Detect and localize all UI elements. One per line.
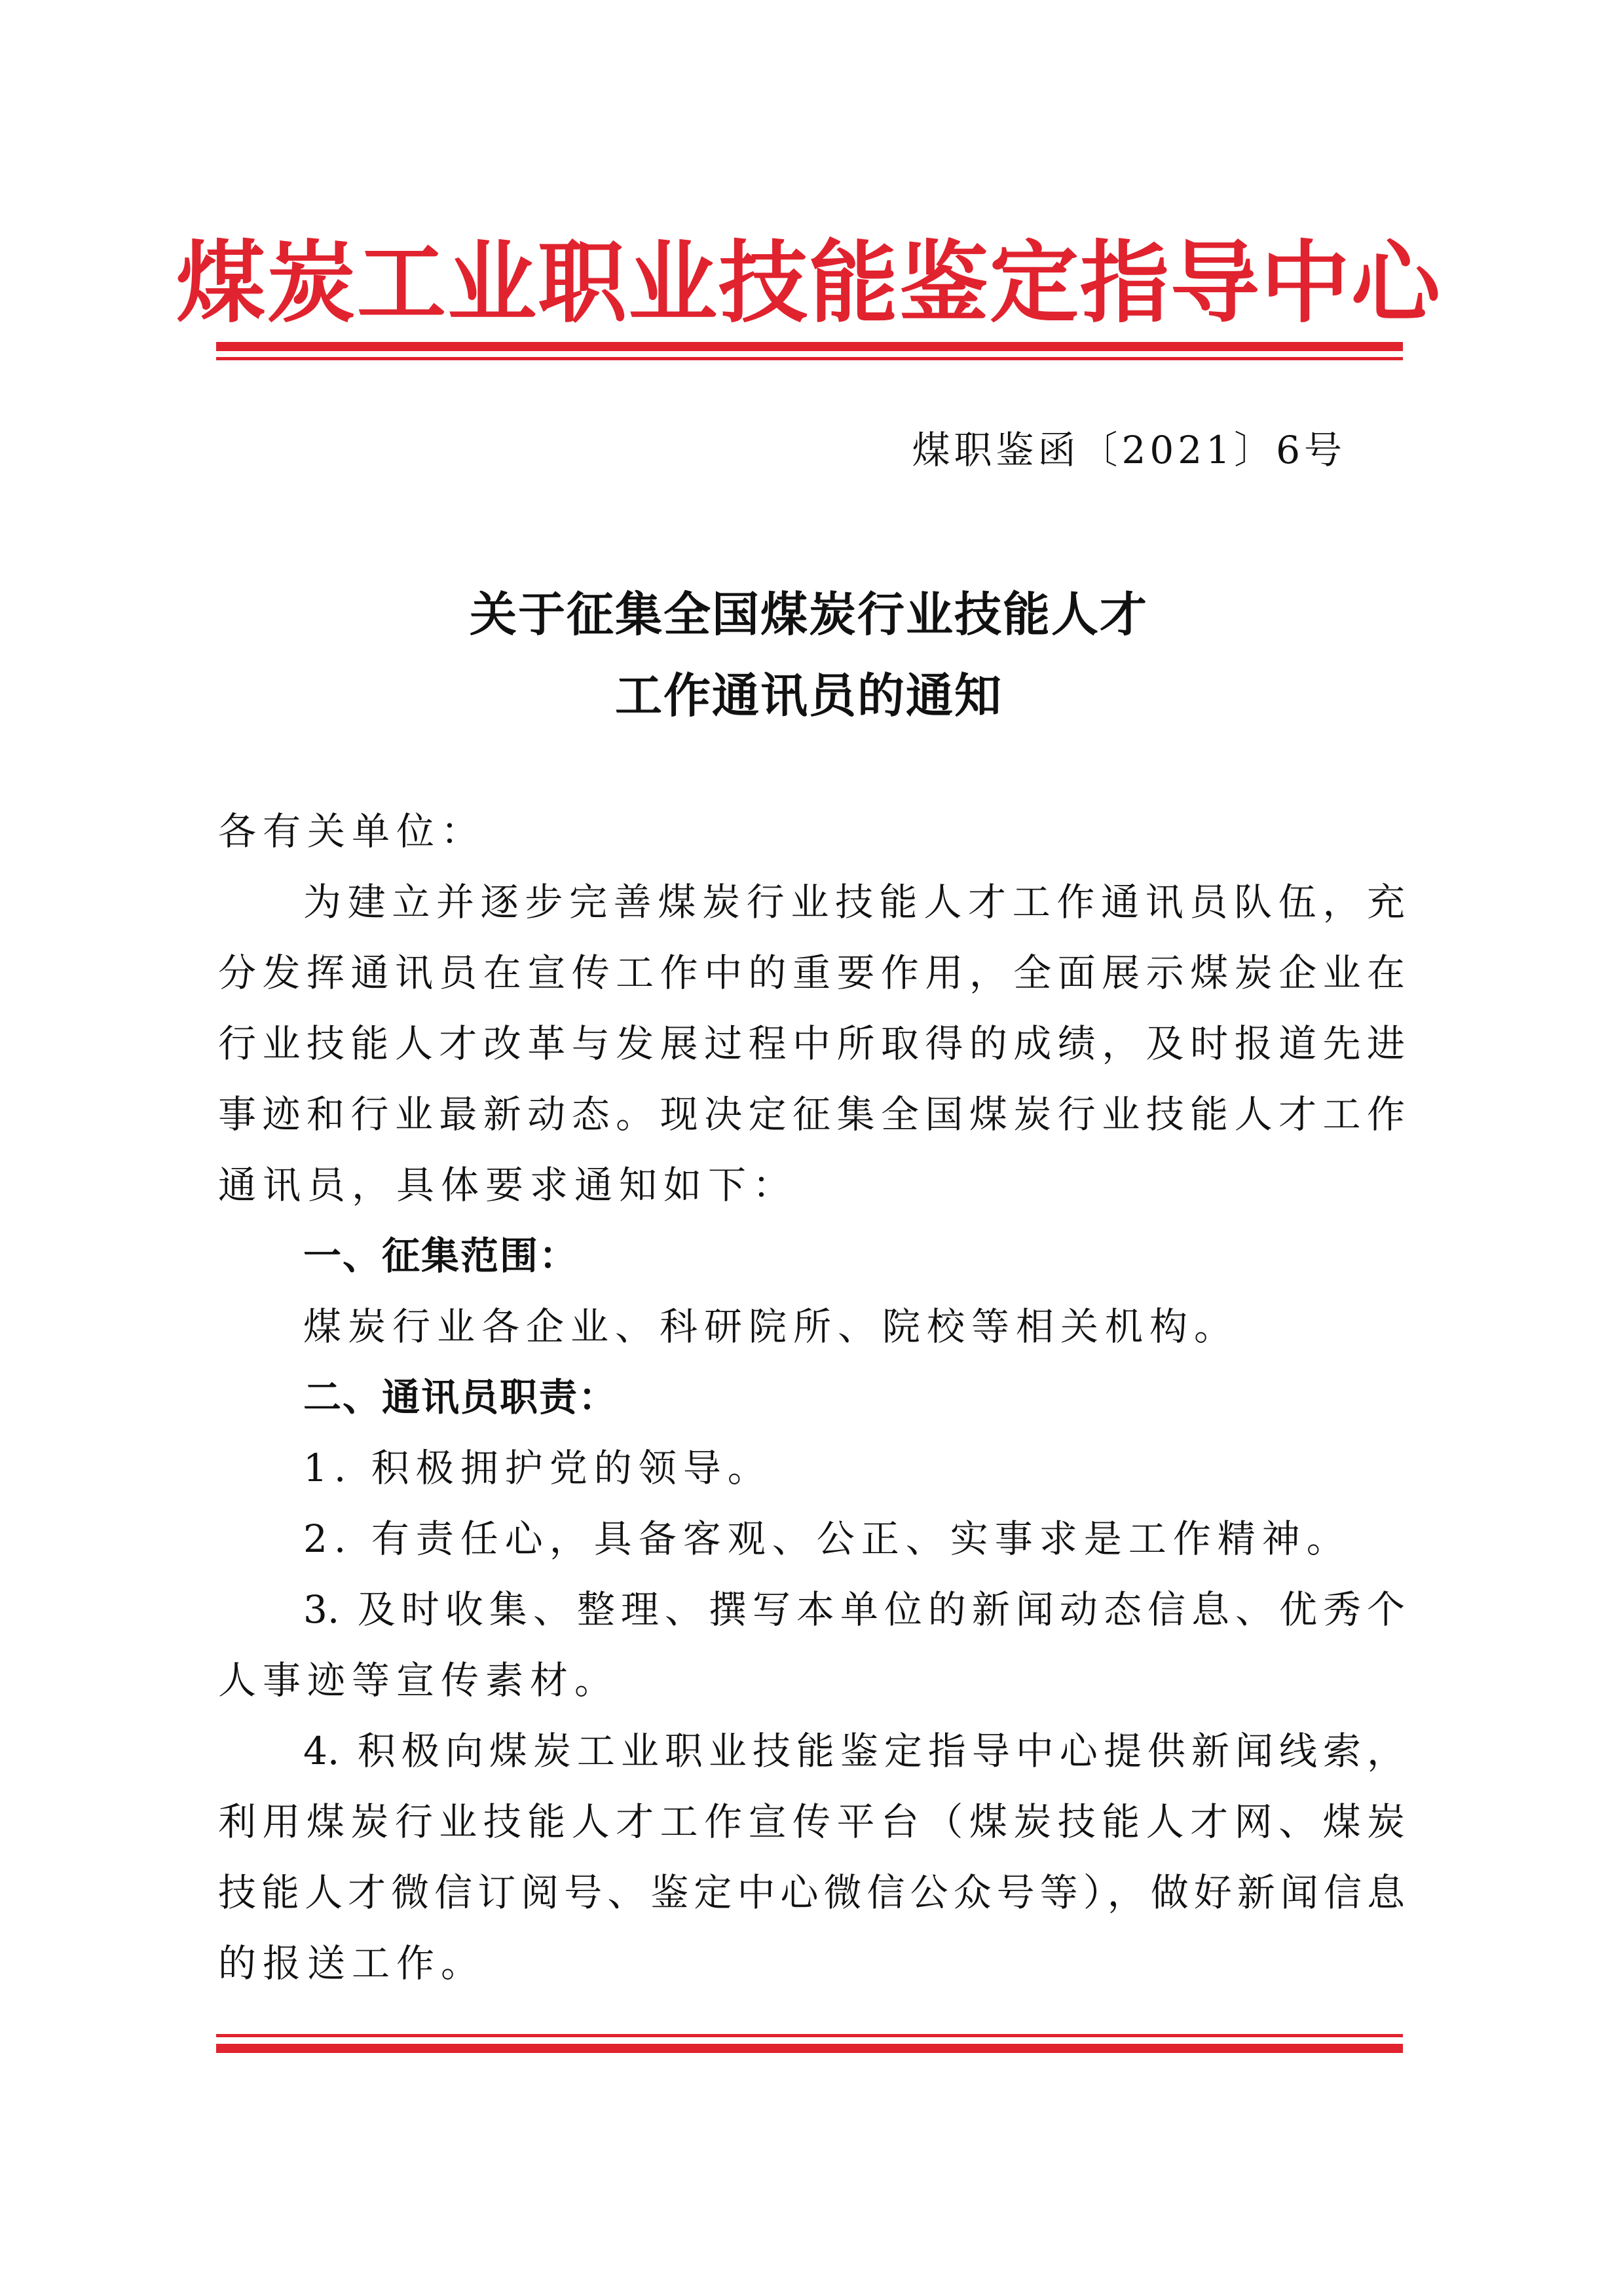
- header-rule-thick: [216, 342, 1403, 351]
- section-1-text: 煤炭行业各企业、科研院所、院校等相关机构。: [303, 1304, 1239, 1349]
- salutation: 各有关单位：: [218, 809, 486, 854]
- intro-line: 事迹和行业最新动态。现决定征集全国煤炭行业技能人才工作: [218, 1092, 1405, 1137]
- intro-line: 通讯员，具体要求通知如下：: [218, 1163, 798, 1207]
- footer-rule-thin: [216, 2034, 1403, 2037]
- section-1-heading: 一、征集范围：: [303, 1233, 579, 1278]
- section-2-heading: 二、通讯员职责：: [303, 1375, 618, 1420]
- title-line-1: 关于征集全国煤炭行业技能人才: [469, 587, 1148, 642]
- duty-item-3-line: 人事迹等宣传素材。: [218, 1658, 620, 1703]
- duty-item-4-line: 4. 积极向煤炭工业职业技能鉴定指导中心提供新闻线索，: [303, 1729, 1405, 1773]
- duty-item-3-line: 3. 及时收集、整理、撰写本单位的新闻动态信息、优秀个: [303, 1587, 1405, 1632]
- footer-rule-thick: [216, 2044, 1403, 2053]
- duty-item-4-line: 的报送工作。: [218, 1941, 486, 1985]
- org-masthead: 煤炭工业职业技能鉴定指导中心: [176, 232, 1442, 335]
- duty-item-2: 2. 有责任心，具备客观、公正、实事求是工作精神。: [303, 1516, 1351, 1561]
- document-number: 煤职鉴函〔2021〕6号: [912, 428, 1346, 472]
- duty-item-4-line: 利用煤炭行业技能人才工作宣传平台（煤炭技能人才网、煤炭: [218, 1799, 1405, 1844]
- intro-line: 分发挥通讯员在宣传工作中的重要作用，全面展示煤炭企业在: [218, 950, 1405, 995]
- duty-item-4-line: 技能人才微信订阅号、鉴定中心微信公众号等），做好新闻信息: [218, 1870, 1405, 1915]
- duty-item-1: 1. 积极拥护党的领导。: [303, 1446, 772, 1490]
- header-rule-thin: [216, 357, 1403, 360]
- document-body: [218, 796, 1405, 1999]
- intro-line: 为建立并逐步完善煤炭行业技能人才工作通讯员队伍，充: [303, 880, 1405, 924]
- title-line-2: 工作通讯员的通知: [614, 668, 1003, 723]
- intro-line: 行业技能人才改革与发展过程中所取得的成绩，及时报道先进: [218, 1021, 1405, 1066]
